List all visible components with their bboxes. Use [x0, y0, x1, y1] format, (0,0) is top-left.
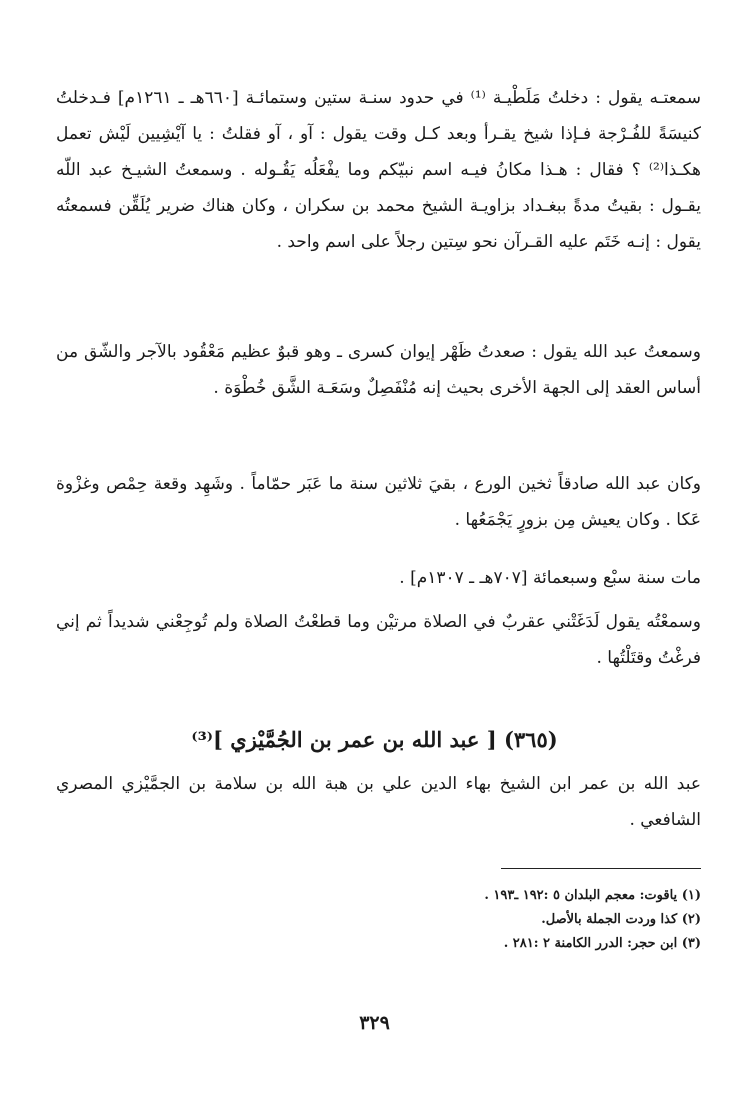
footnotes: [200, 884, 701, 956]
footnote-2: (٢) كذا وردت الجملة بالأصل.: [541, 912, 701, 927]
entry-bio: [56, 766, 701, 838]
entry-heading: (٣٦٥) [ عبد الله بن عمر بن الجُمَّيْزي ]⁽³⁾: [191, 727, 558, 752]
paragraph-text: مات سنة سبْع وسبعمائة [٧٠٧هـ ـ ١٣٠٧م] .: [399, 568, 701, 588]
bio-text: عبد الله بن عمر ابن الشيخ بهاء الدين علي بن هبة الله بن سلامة بن الجمَّيْزي المصري الشافعي .: [56, 774, 701, 830]
paragraph-text: وكان عبد الله صادقاً ثخين الورع ، بقيَ ثلاثين سنة ما عَبَر حمّاماً . وشَهِد وقعة حِمْص وغزْوة عَكا . وكان يعيش مِن بزورٍ يَجْمَعُها .: [56, 474, 701, 530]
paragraph-5: [56, 604, 701, 676]
paragraph-2: [56, 334, 701, 406]
footnote-3: (٣) ابن حجر: الدرر الكامنة ٢ :٢٨١ .: [503, 936, 701, 951]
paragraph-text: وسمعْتُه يقول لَدَغَتْني عقربٌ في الصلاة مرتيْن وما قطعْتُ الصلاة ولم تُوجِعْني شديداً ثم إني فرغْتُ وقتَلْتُها .: [56, 612, 701, 668]
footnote-divider: [501, 868, 701, 869]
paragraph-4: [56, 560, 701, 596]
paragraph-text: سمعتـه يقول : دخلتُ مَلَطْيـة ⁽¹⁾ في حدود سنـة ستين وستمائـة [٦٦٠هـ ـ ١٢٦١م] فـدخلتُ كنيسَةً للفُـرْجة فـإذا شيخ يقـرأ وبعد كـل وقت يقول : آو ، آو فقلتُ : يا آيْشِيين لَيْش تعمل هكـذا⁽²⁾ ؟ فقال : هـذا مكانُ فيـه اسم نبيّكم وما يفْعَلُه يَقُـوله . وسمعتُ الشيـخ عبد اللّه يقـول : بقيتُ مدةً ببغـداد بزاويـة الشيخ محمد بن سكران ، وكان هناك ضرير يُلَقِّن فسمعتُه يقول : إنـه خَتَم عليه القـرآن نحو سِتين رجلاً على اسم واحد .: [56, 88, 702, 252]
footnote-1: (١) ياقوت: معجم البلدان ٥ :١٩٢ ـ١٩٣ .: [484, 888, 701, 903]
paragraph-text: وسمعتُ عبد الله يقول : صعدتُ ظَهْر إيوان كسرى ـ وهو قبوٌ عظيم مَعْقُود بالآجر والشّق من أساس العقد إلى الجهة الأخرى بحيث إنه مُنْفَصِلٌ وسَعَـة الشَّق خُطْوَة .: [56, 342, 701, 398]
page-number: ٣٢٩: [359, 1012, 390, 1034]
paragraph-1: [56, 80, 701, 260]
paragraph-3: [56, 466, 701, 538]
